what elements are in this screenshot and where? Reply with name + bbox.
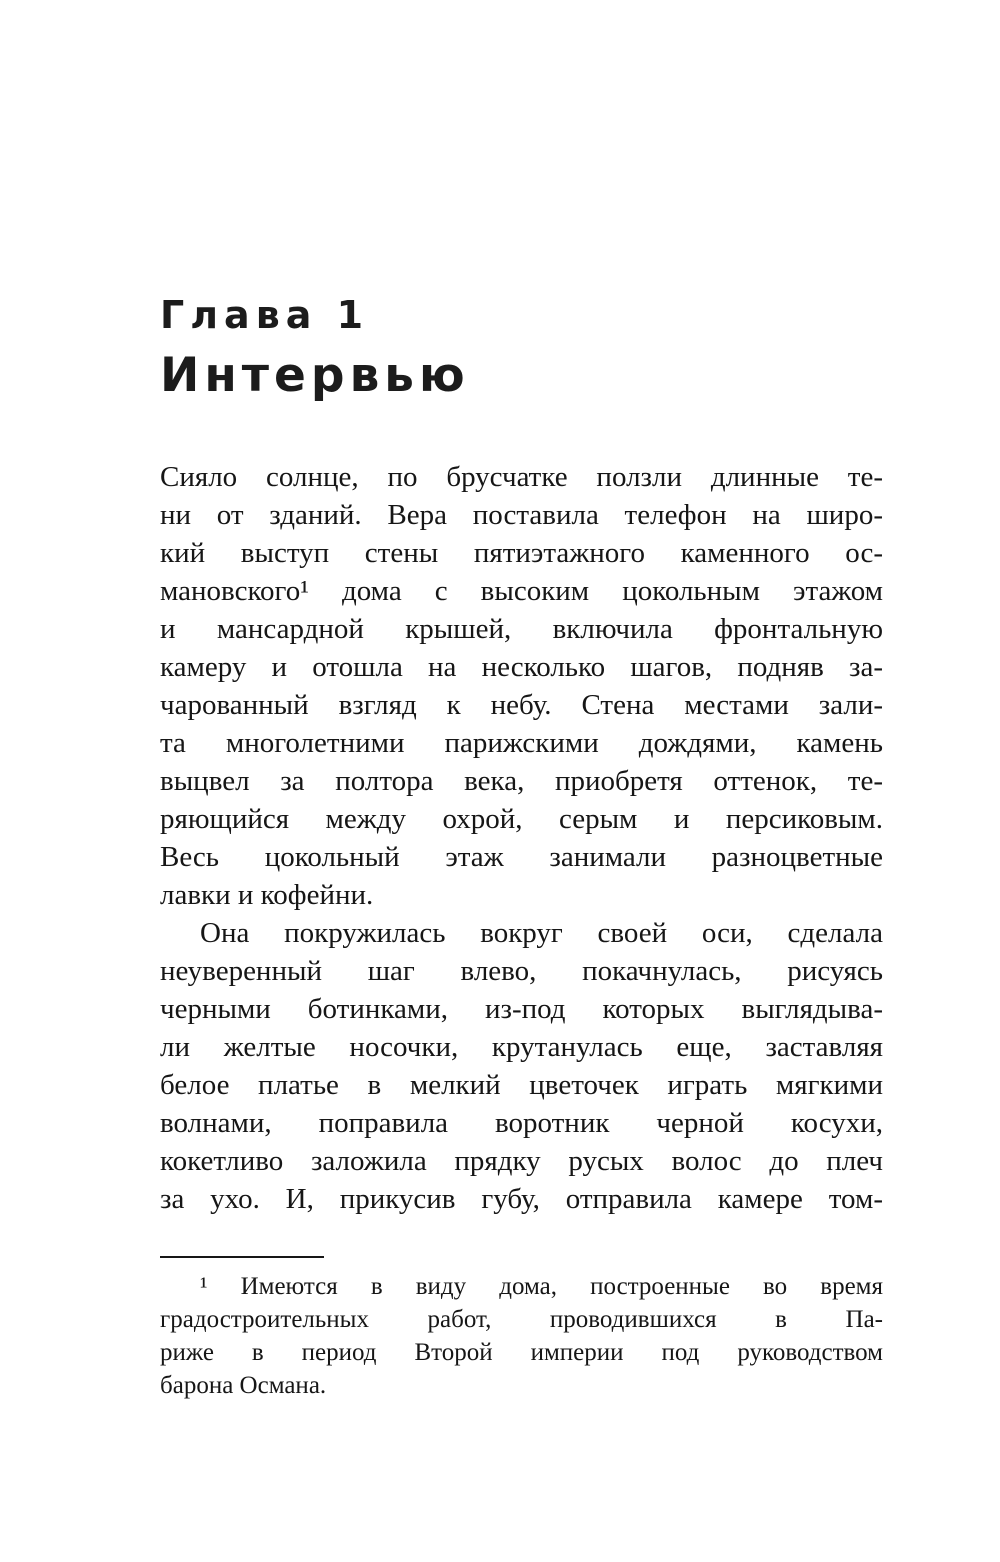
footnote-divider <box>160 1256 324 1258</box>
body-text-line: мановского¹ дома с высоким цокольным этажом <box>160 575 883 607</box>
body-text-line: белое платье в мелкий цветочек играть мягкими <box>160 1069 883 1101</box>
body-text-line: ли желтые носочки, крутанулась еще, заставляя <box>160 1031 883 1063</box>
chapter-header <box>160 293 470 403</box>
footnote <box>160 1270 883 1402</box>
body-text-line: кокетливо заложила прядку русых волос до плеч <box>160 1145 883 1177</box>
body-text-line: ряющийся между охрой, серым и персиковым. <box>160 803 883 835</box>
body-text-line: камеру и отошла на несколько шагов, подняв за- <box>160 651 883 683</box>
body-text-line: неуверенный шаг влево, покачнулась, рисуясь <box>160 955 883 987</box>
body-text-line: выцвел за полтора века, приобретя оттенок, те- <box>160 765 883 797</box>
body-text-line: за ухо. И, прикусив губу, отправила камере том- <box>160 1183 883 1215</box>
chapter-title: Интервью <box>160 348 470 403</box>
body-text-line: кий выступ стены пятиэтажного каменного ос- <box>160 537 883 569</box>
body-text-line: чарованный взгляд к небу. Стена местами зали- <box>160 689 883 721</box>
body-text-line: Она покружилась вокруг своей оси, сделала <box>200 917 883 949</box>
body-text-line: волнами, поправила воротник черной косухи, <box>160 1107 883 1139</box>
footnote-line: градостроительных работ, проводившихся в Па- <box>160 1306 883 1333</box>
footnote-line: ¹ Имеются в виду дома, построенные во время <box>200 1273 883 1300</box>
chapter-label: Глава 1 <box>160 293 370 337</box>
body-text-line: Весь цокольный этаж занимали разноцветные <box>160 841 883 873</box>
footnote-line: риже в период Второй империи под руководством <box>160 1339 883 1366</box>
body-text-line: та многолетними парижскими дождями, камень <box>160 727 883 759</box>
body-text <box>160 458 883 1218</box>
footnote-line: барона Османа. <box>160 1372 327 1399</box>
body-text-line: черными ботинками, из-под которых выглядыва- <box>160 993 883 1025</box>
body-text-line: и мансардной крышей, включила фронтальную <box>160 613 883 645</box>
body-text-line: Сияло солнце, по брусчатке ползли длинные те- <box>160 461 883 493</box>
paragraph <box>160 458 883 914</box>
body-text-line: лавки и кофейни. <box>160 879 374 911</box>
paragraph <box>160 914 883 1218</box>
body-text-line: ни от зданий. Вера поставила телефон на широ- <box>160 499 883 531</box>
